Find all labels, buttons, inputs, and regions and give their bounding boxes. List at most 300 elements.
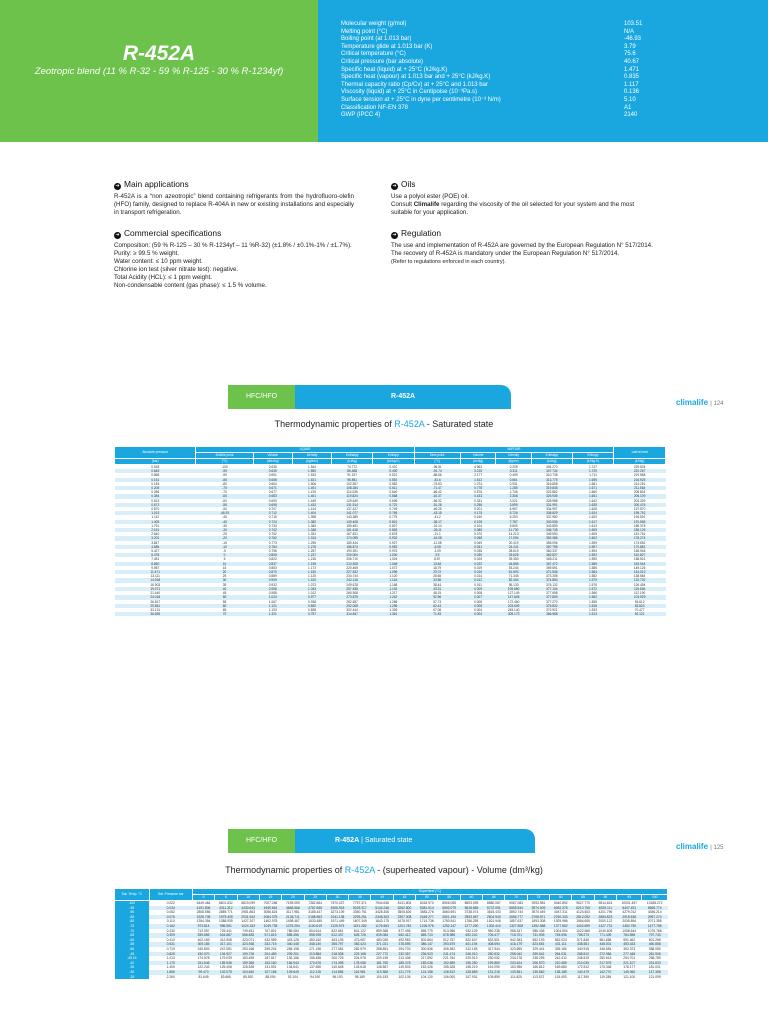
- property-label: GWP (IPCC 4): [341, 112, 381, 119]
- table-cell: 307.734: [531, 469, 572, 473]
- table-cell: 3583.276: [419, 910, 434, 915]
- table-cell: 3970.049: [531, 910, 546, 915]
- table-cell: -25: [222, 532, 227, 537]
- table-cell: 1.651: [572, 494, 613, 498]
- table-cell: 2035.894: [622, 919, 637, 924]
- table-cell: 92.104: [287, 974, 298, 979]
- table-cell: 153.944: [614, 562, 666, 566]
- property-label: Viscosity (liquid) at + 25°C in Centipoise (10⁻³Pa.s): [341, 89, 478, 96]
- property-row: [341, 44, 761, 52]
- table-cell: 1125.973: [326, 924, 348, 929]
- table-cell: -40: [115, 961, 150, 966]
- table-cell: -60: [115, 938, 150, 943]
- table-cell: 0.715: [268, 515, 277, 520]
- table-cell: 412.508: [219, 937, 232, 942]
- table-cell: 1.597: [572, 545, 613, 549]
- table-cell: 3505.826: [397, 910, 412, 915]
- table-cell: -51.28: [414, 503, 460, 507]
- table-cell: 0.085: [460, 528, 496, 532]
- column-unit: (kJ/kg): [614, 459, 666, 465]
- table-cell: 2084.375: [259, 915, 281, 920]
- property-value: 1.117: [624, 81, 639, 88]
- table-cell: 2967.274: [642, 915, 668, 920]
- spec-line: Composition: (59 % R-125 – 30 % R-1234yf – 11 %R-32) (±1.8% / ±0.1%-1% / ±1.7%).: [114, 242, 352, 249]
- table-cell: 360.337: [546, 549, 558, 554]
- table-cell: 0.878: [389, 532, 398, 537]
- table-cell: 5.726: [496, 511, 532, 515]
- tab-r452a: R-452A: [295, 385, 511, 409]
- table-cell: 1462.978: [263, 919, 278, 924]
- property-value: N/A: [624, 28, 635, 35]
- table-cell: 0.825: [149, 952, 192, 957]
- table-cell: -70: [222, 490, 227, 495]
- table-cell: 119.646: [614, 587, 666, 591]
- property-row: [341, 29, 761, 37]
- table-cell: 0.870: [151, 507, 160, 512]
- table-cell: 1.609: [572, 528, 613, 532]
- table-cell: -43.15: [414, 511, 460, 515]
- property-value: 40.67: [624, 58, 640, 65]
- table-cell: 0.853: [268, 565, 277, 570]
- table-cell: 337.980: [546, 515, 558, 520]
- table-cell: 0.286: [151, 490, 160, 495]
- table-cell: 0.331: [474, 498, 483, 503]
- table-cell: 1.043: [292, 587, 331, 591]
- property-label: Temperature glide at 1.013 bar (K): [341, 43, 433, 50]
- table-cell: 1.121: [253, 604, 292, 608]
- table-cell: 0.145: [151, 481, 160, 486]
- table-cell: -95: [196, 469, 253, 473]
- table-cell: 4191.806: [192, 906, 214, 911]
- table-cell: 355.096: [546, 540, 558, 545]
- table-cell: 194.591: [633, 515, 646, 520]
- table-cell: 95.133: [508, 582, 519, 587]
- table-cell: 180.444: [346, 540, 358, 545]
- table-cell: 0.801: [373, 520, 414, 524]
- table-cell: 273.875: [332, 595, 373, 599]
- table-cell: -45.15: [115, 956, 150, 961]
- table-cell: 1226.976: [416, 924, 438, 929]
- table-cell: 102.105: [398, 974, 411, 979]
- table-cell: 1.729: [572, 469, 613, 473]
- table-cell: 189.038: [416, 961, 438, 966]
- table-cell: 336.829: [531, 511, 572, 515]
- table-cell: 178.274: [614, 536, 666, 540]
- table-cell: 4047.311: [554, 910, 568, 915]
- table-cell: 1.268: [389, 599, 398, 604]
- table-cell: 1.546: [572, 604, 613, 608]
- table-cell: 0.664: [268, 481, 277, 486]
- table-cell: 346.654: [599, 946, 612, 951]
- column-header: 10: [237, 895, 259, 901]
- table-cell: 1.192: [373, 587, 414, 591]
- table-cell: 209.199: [376, 956, 389, 961]
- table-cell: 125.649: [346, 498, 358, 503]
- table-cell: 236.923: [416, 952, 438, 957]
- table-cell: 0.889: [268, 574, 277, 579]
- table-cell: 174.652: [633, 540, 646, 545]
- table-cell: 227.772: [371, 952, 393, 957]
- table-cell: 4549.661: [259, 906, 281, 911]
- table-cell: 174.578: [197, 956, 210, 961]
- table-cell: 1.592: [572, 553, 613, 557]
- table-cell: 0.008: [474, 591, 483, 596]
- table-cell: 377.805: [531, 595, 572, 599]
- table-cell: 0.988: [268, 591, 277, 596]
- spec-line: Non-condensable content (gas phase): ≤ 1.5 % volume.: [114, 282, 267, 290]
- table-cell: 950.238: [487, 928, 500, 933]
- table-cell: 6092.375: [550, 906, 572, 911]
- property-row: [341, 36, 761, 44]
- table-cell: 109.649: [282, 970, 304, 975]
- table-cell: 246.010: [460, 952, 482, 957]
- property-value: 0.136: [624, 89, 640, 96]
- table-cell: 1.024: [253, 595, 292, 599]
- table-cell: 94.612: [634, 599, 645, 604]
- table-cell: 282.979: [353, 946, 366, 951]
- table-cell: 386.147: [416, 942, 438, 947]
- table-cell: 443.128: [286, 937, 299, 942]
- table-cell: 1.433: [292, 503, 331, 507]
- table-cell: 328.988: [546, 498, 558, 503]
- table-cell: 142.770: [594, 970, 616, 975]
- table-cell: 1327.508: [505, 924, 527, 929]
- table-cell: 1.566: [589, 591, 597, 596]
- table-cell: 1.326: [389, 607, 398, 612]
- table-cell: 1533.485: [308, 919, 323, 924]
- table-cell: 767.801: [264, 928, 277, 933]
- table-cell: -20: [196, 536, 253, 540]
- table-cell: 199.726: [237, 952, 259, 957]
- property-row: [341, 105, 761, 113]
- table-cell: 246.519: [577, 956, 590, 961]
- table-cell: 1498.467: [285, 919, 300, 924]
- table-cell: 0.433: [460, 494, 496, 498]
- table-cell: 0.838: [308, 607, 317, 612]
- column-header: Density: [496, 453, 532, 459]
- table-cell: 71.53: [414, 612, 460, 616]
- table-cell: 2501.194: [438, 915, 460, 920]
- table-cell: -61.37: [414, 494, 460, 498]
- table-cell: 0.672: [115, 503, 196, 507]
- table-cell: 53.244: [508, 565, 519, 570]
- product-subtitle: Zeotropic blend (11 % R-32 - 59 % R-125 - 30 % R-1234yf): [34, 66, 284, 77]
- table-cell: 1.257: [308, 549, 317, 554]
- property-row: [341, 112, 761, 120]
- table-cell: 294.703: [398, 946, 411, 951]
- table-cell: 1.681: [589, 481, 597, 486]
- column-header: 45: [393, 895, 415, 901]
- table-cell: 1.175: [149, 961, 192, 966]
- table-cell: 3117.981: [286, 910, 300, 915]
- table-cell: 163.160: [259, 961, 281, 966]
- table-cell: 1.072: [389, 565, 398, 570]
- table-cell: 0.004: [474, 607, 483, 612]
- table-cell: 1.579: [572, 578, 613, 582]
- tab-r452a-saturated: R-452A | Saturated state: [295, 829, 535, 853]
- table-cell: 145.060: [617, 970, 642, 975]
- table-cell: 0.490: [373, 469, 414, 473]
- table-cell: 155.328: [443, 965, 456, 970]
- table-cell: 1.414: [308, 507, 317, 512]
- table-cell: -95: [115, 906, 150, 911]
- table-cell: 1.404: [292, 511, 331, 515]
- table-cell: 85.920: [243, 974, 254, 979]
- table-cell: 473.087: [353, 937, 366, 942]
- table-cell: 253.168: [242, 946, 255, 951]
- table-cell: 365.211: [546, 557, 558, 562]
- table-cell: 55: [222, 599, 227, 604]
- table-cell: -100: [221, 465, 228, 469]
- superheated-table-title: Thermodynamic properties of R-452A - (superheated vapour) - Volume (dm³/kg): [225, 865, 543, 875]
- table-cell: 232.357: [393, 952, 415, 957]
- property-row: [341, 97, 761, 105]
- table-cell: -46.93: [196, 511, 253, 515]
- table-cell: 1058.644: [622, 928, 637, 933]
- table-cell: 8.650: [115, 562, 196, 566]
- table-cell: 250.613: [599, 956, 612, 961]
- table-cell: 8318.970: [419, 901, 434, 905]
- table-cell: 423.651: [527, 942, 549, 947]
- table-cell: 1.217: [389, 591, 398, 596]
- property-label: Specific heat (liquid) at + 25°C (kJ/kg.K): [341, 66, 448, 73]
- table-cell: 1.584: [572, 570, 613, 574]
- table-cell: 438.561: [572, 942, 594, 947]
- table-cell: 26.817: [150, 599, 161, 604]
- table-cell: 804.614: [309, 928, 322, 933]
- table-cell: -15: [222, 540, 227, 545]
- table-cell: 1176.563: [371, 924, 393, 929]
- column-unit: (dm³/kg): [253, 459, 292, 465]
- table-cell: 652.412: [393, 933, 415, 938]
- table-cell: 362.827: [531, 553, 572, 557]
- table-cell: 758.273: [572, 933, 594, 938]
- table-cell: 18.79: [433, 565, 442, 570]
- table-cell: 122.243: [197, 965, 210, 970]
- table-cell: 208.804: [633, 490, 646, 495]
- table-cell: 0.773: [268, 540, 277, 545]
- table-cell: 125.408: [219, 965, 232, 970]
- table-cell: 39.350: [508, 557, 519, 562]
- table-cell: 1.747: [589, 465, 597, 469]
- table-cell: 372.921: [546, 607, 558, 612]
- table-cell: 217.592: [420, 956, 433, 961]
- table-cell: 0.041: [460, 545, 496, 549]
- table-cell: 242.118: [332, 578, 373, 582]
- table-cell: 1.576: [589, 582, 597, 587]
- table-cell: 1.024: [389, 557, 398, 562]
- table-cell: -50: [115, 947, 150, 952]
- table-cell: -26.11: [414, 528, 460, 532]
- table-cell: 214.251: [633, 481, 646, 486]
- table-cell: 140.479: [572, 970, 594, 975]
- table-cell: 0.977: [292, 595, 331, 599]
- table-cell: 0.128: [460, 520, 496, 524]
- page2-tab-bar: [228, 829, 558, 853]
- table-cell: 166.812: [532, 965, 545, 970]
- table-cell: 0.658: [253, 478, 292, 482]
- table-cell: 4124.503: [576, 910, 590, 915]
- table-cell: 1.285: [496, 486, 532, 490]
- table-cell: 0.853: [373, 528, 414, 532]
- table-cell: 265.508: [346, 591, 358, 596]
- table-cell: 149.408: [332, 520, 373, 524]
- table-cell: 352.386: [531, 536, 572, 540]
- table-cell: 204.978: [353, 956, 366, 961]
- table-cell: 200.476: [614, 503, 666, 507]
- column-unit: (kJ/kg): [332, 459, 373, 465]
- table-cell: 2241.138: [326, 915, 348, 920]
- column-header: 15: [259, 895, 281, 901]
- table-cell: 0.661: [496, 478, 532, 482]
- header-banner: [0, 0, 768, 142]
- table-cell: 1.506: [308, 481, 317, 486]
- table-cell: 346.745: [531, 528, 572, 532]
- table-cell: 1302.410: [483, 924, 505, 929]
- table-cell: 16.903: [150, 582, 161, 587]
- table-cell: 7570.027: [330, 901, 345, 905]
- table-cell: 423.071: [242, 937, 255, 942]
- table-cell: 1.449: [308, 498, 317, 503]
- table-cell: 221.107: [617, 961, 642, 966]
- table-cell: 116.981: [349, 970, 371, 975]
- table-cell: 0.742: [253, 528, 292, 532]
- table-cell: 138.185: [550, 970, 572, 975]
- table-cell: 1.348: [292, 528, 331, 532]
- table-cell: 200.725: [331, 956, 344, 961]
- table-cell: 8506.055: [442, 901, 457, 905]
- table-cell: 131.514: [332, 503, 373, 507]
- table-cell: 131.591: [264, 965, 277, 970]
- table-cell: -16.08: [414, 536, 460, 540]
- saturated-state-table: [114, 446, 666, 616]
- table-cell: 1979.430: [215, 915, 237, 920]
- table-cell: 57.73: [433, 599, 442, 604]
- table-cell: 10001.457: [621, 901, 638, 905]
- table-cell: 1.626: [589, 507, 597, 512]
- header-latent-heat: Latent heat: [614, 447, 666, 459]
- table-cell: 50: [196, 595, 253, 599]
- table-cell: 61.693: [496, 570, 532, 574]
- table-cell: 0.683: [253, 494, 292, 498]
- table-cell: 172.512: [577, 965, 590, 970]
- table-cell: 227.532: [332, 570, 373, 574]
- table-cell: 1964.606: [576, 919, 590, 924]
- table-cell: 6.253: [509, 515, 518, 520]
- table-cell: 65: [222, 607, 227, 612]
- property-row: [341, 21, 761, 29]
- table-cell: 6447.451: [617, 906, 642, 911]
- table-cell: 0.651: [268, 473, 277, 478]
- table-cell: 1.751: [151, 523, 160, 528]
- table-cell: 335.180: [554, 946, 567, 951]
- table-cell: 1.613: [589, 523, 597, 528]
- table-cell: 1100.619: [304, 924, 326, 929]
- table-cell: 0.205: [509, 465, 518, 469]
- table-cell: 0.162: [149, 924, 192, 929]
- table-cell: 612.337: [326, 933, 348, 938]
- property-label: Specific heat (vapour) at 1.013 bar and + 25°C (kJ/kg.K): [341, 74, 491, 81]
- table-cell: 0.668: [373, 494, 414, 498]
- table-cell: 0.004: [460, 612, 496, 616]
- table-cell: 197.570: [633, 507, 646, 512]
- header-vapour: VAPOUR: [414, 447, 614, 453]
- table-cell: 9440.892: [553, 901, 568, 905]
- table-cell: 194.927: [215, 952, 237, 957]
- table-cell: 40: [196, 587, 253, 591]
- table-cell: 408.694: [483, 942, 505, 947]
- table-cell: 258.785: [648, 956, 661, 961]
- table-cell: 562.024: [554, 937, 567, 942]
- table-cell: 378.595: [393, 942, 415, 947]
- table-cell: 186.874: [332, 545, 373, 549]
- table-cell: 30: [196, 578, 253, 582]
- column-header: 30: [326, 895, 348, 901]
- table-cell: 192.156: [286, 956, 299, 961]
- column-header: 55: [438, 895, 460, 901]
- table-cell: 1.594: [589, 549, 597, 554]
- table-cell: 591.462: [623, 937, 636, 942]
- table-cell: 99.470: [192, 970, 214, 975]
- table-cell: 1.321: [253, 612, 292, 616]
- table-cell: 314.847: [332, 612, 373, 616]
- table-cell: -55: [115, 942, 150, 947]
- header-sat-temp: Sat. Temp. °C: [115, 889, 150, 901]
- table-cell: 1.512: [460, 478, 496, 482]
- table-cell: 0.677: [268, 490, 277, 495]
- table-cell: 358.080: [648, 946, 661, 951]
- table-cell: 369.591: [546, 565, 558, 570]
- table-cell: 986.436: [532, 928, 545, 933]
- table-cell: 0.931: [509, 481, 518, 486]
- regulation-note: (Refer to regulations enforced in each country).: [391, 259, 506, 266]
- table-cell: 14.918: [115, 578, 196, 582]
- table-cell: 240.803: [197, 946, 210, 951]
- table-cell: 639.084: [371, 933, 393, 938]
- section-regulation: [391, 229, 656, 266]
- table-cell: -80: [222, 481, 227, 486]
- property-row: [341, 51, 761, 59]
- table-cell: 255.042: [505, 952, 527, 957]
- column-header: 5: [215, 895, 237, 901]
- table-cell: 10: [196, 562, 253, 566]
- table-cell: 377.104: [531, 587, 572, 591]
- table-cell: 0.070: [474, 532, 483, 537]
- property-row: [341, 82, 761, 90]
- table-cell: 731.905: [527, 933, 549, 938]
- table-cell: 1.398: [308, 515, 317, 520]
- table-cell: 5: [223, 557, 226, 562]
- table-cell: 5262.800: [393, 906, 415, 911]
- column-unit: (kg/dm³): [292, 459, 331, 465]
- section-heading: Oils: [401, 179, 416, 189]
- spec-line: Total Acidity (HCL): ≤ 1 ppm weight.: [114, 274, 212, 282]
- table-cell: 199.860: [483, 961, 505, 966]
- table-cell: 0.011: [474, 582, 482, 587]
- table-cell: 6329.111: [594, 906, 616, 911]
- table-cell: 483.039: [376, 937, 389, 942]
- table-cell: 1.562: [572, 595, 613, 599]
- table-cell: 174.095: [332, 536, 373, 540]
- table-cell: 304.270: [546, 465, 558, 469]
- table-cell: 195.752: [614, 511, 666, 515]
- table-cell: 104.640: [237, 970, 259, 975]
- table-cell: 5025.317: [349, 906, 371, 911]
- table-cell: 2293.251: [349, 915, 371, 920]
- table-cell: 0.932: [268, 582, 277, 587]
- table-cell: 2.161: [115, 528, 196, 532]
- table-cell: 81.645: [198, 974, 209, 979]
